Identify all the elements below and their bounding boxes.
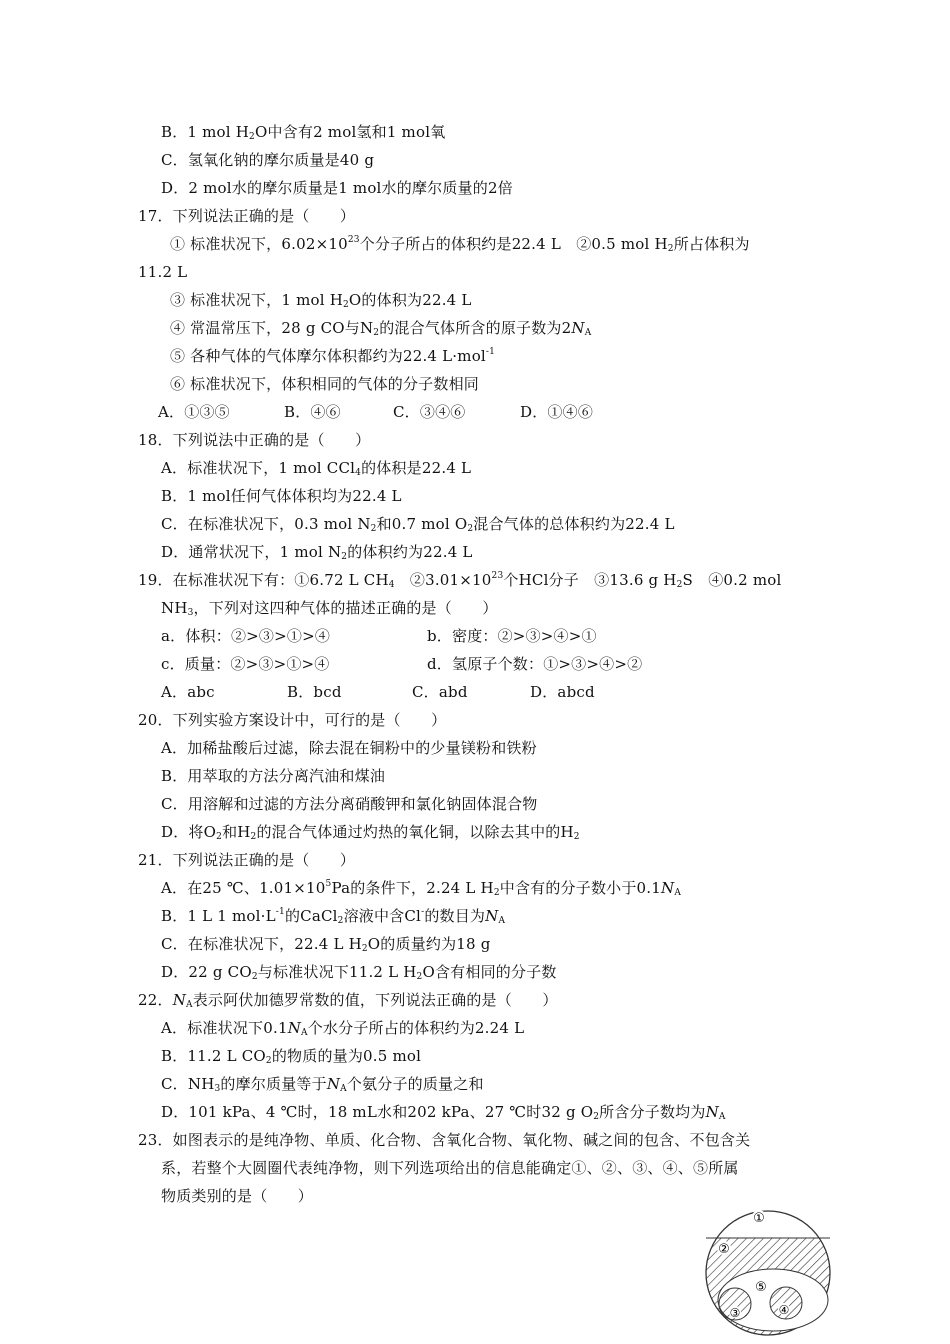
q20-option-b: B．用萃取的方法分离汽油和煤油 (161, 767, 386, 785)
q20-option-c: C．用溶解和过滤的方法分离硝酸钾和氯化钠固体混合物 (161, 795, 538, 813)
label-1: ① (753, 1211, 765, 1226)
q18-option-b: B．1 mol任何气体体积均为22.4 L (161, 487, 402, 505)
q18-option-c: C．在标准状况下，0.3 mol $N_2$和0.7 mol $O_2$混合气体的总体积约为22.4 L (161, 515, 675, 534)
q20-option-d: D．将$O_2$和$H_2$的混合气体通过灼热的氧化铜，以除去其中的$H_2$ (161, 823, 580, 842)
q18-option-a: A．标准状况下，1 mol CCl$_4$的体积是22.4 L (161, 459, 472, 478)
label-2: ② (718, 1242, 730, 1257)
q17-statement-6: ⑥ 标准状况下，体积相同的气体的分子数相同 (170, 375, 479, 393)
substance-classification-diagram (703, 1205, 833, 1344)
q17-statement-5: ⑤ 各种气体的气体摩尔体积都约为22.4 L·mol$^{-1}$ (170, 347, 496, 365)
q17-option-b: B．④⑥ (284, 403, 341, 421)
q22-stem: 22．$N_A$表示阿伏加德罗常数的值，下列说法正确的是（ ） (138, 991, 558, 1010)
q23-stem-line3: 物质类别的是（ ） (161, 1187, 314, 1205)
q17-statement-4: ④ 常温常压下，28 g CO与$N_2$的混合气体所含的原子数为$2N_A$ (170, 319, 592, 338)
q16-option-c: C．氢氧化钠的摩尔质量是40 g (161, 151, 375, 169)
q17-stem: 17．下列说法正确的是（ ） (138, 207, 356, 225)
label-3: ③ (729, 1306, 741, 1320)
q19-option-a: A．abc (161, 683, 215, 701)
q17-statement-1-2: ① 标准状况下，$6.02\times 10^{23}$个分子所占的体积约是22.4 L ②0.5 mol $H_2$所占体积为 (170, 235, 750, 254)
q17-option-d: D．①④⑥ (520, 403, 594, 421)
q17-statement-2-cont: 11.2 L (138, 263, 188, 281)
label-5: ⑤ (755, 1280, 767, 1295)
q17-statement-3: ③ 标准状况下，1 mol $H_2O$的体积为22.4 L (170, 291, 472, 310)
q19-stem-line2: $NH_3$，下列对这四种气体的描述正确的是（ ） (161, 599, 498, 618)
q16-option-d: D．2 mol水的摩尔质量是1 mol水的摩尔质量的2倍 (161, 179, 513, 197)
q19-item-b: b．密度：②>③>④>① (427, 627, 597, 645)
q19-option-b: B．bcd (287, 683, 342, 701)
q17-option-a: A．①③⑤ (158, 403, 230, 421)
element-region (703, 1205, 833, 1238)
q23-stem-line2: 系，若整个大圆圈代表纯净物，则下列选项给出的信息能确定①、②、③、④、⑤所属 (161, 1159, 739, 1177)
q18-stem: 18．下列说法中正确的是（ ） (138, 431, 371, 449)
q19-item-c: c．质量：②>③>①>④ (161, 655, 330, 673)
q16-option-b: B．1 mol $H_2O$中含有2 mol氢和1 mol氧 (161, 123, 446, 142)
q22-option-c: C．$NH_3$的摩尔质量等于$N_A$个氨分子的质量之和 (161, 1075, 484, 1094)
q21-stem: 21．下列说法正确的是（ ） (138, 851, 356, 869)
q22-option-a: A．标准状况下$0.1N_A$个水分子所占的体积约为2.24 L (161, 1019, 525, 1038)
q19-item-a: a．体积：②>③>①>④ (161, 627, 331, 645)
q20-stem: 20．下列实验方案设计中，可行的是（ ） (138, 711, 447, 729)
q19-item-d: d．氢原子个数：①>③>④>② (427, 655, 643, 673)
q18-option-d: D．通常状况下，1 mol $N_2$的体积约为22.4 L (161, 543, 473, 562)
q22-option-d: D．101 kPa、4 ℃时，18 mL水和202 kPa、27 ℃时32 g $O_2$所含分子数均为$N_A$ (161, 1103, 726, 1122)
q21-option-a: A．在25 ℃、$1.01\times 10^5Pa$的条件下，2.24 L $H_2$中含有的分子数小于$0.1N_A$ (161, 879, 682, 898)
q19-option-c: C．abd (412, 683, 468, 701)
q20-option-a: A．加稀盐酸后过滤，除去混在铜粉中的少量镁粉和铁粉 (161, 739, 537, 757)
label-4: ④ (778, 1303, 790, 1317)
q21-option-d: D．22 g $CO_2$与标准状况下11.2 L $H_2O$含有相同的分子数 (161, 963, 557, 982)
q19-option-d: D．abcd (530, 683, 595, 701)
q19-stem-line1: 19．在标准状况下有：①6.72 L $CH_4$ $②3.01\times 10^{23}$个HCl分子 ③13.6 g $H_2S$ ④0.2 mol (138, 571, 782, 590)
q21-option-b: B．1 L 1 $mol\cdot L^{-1}$的CaCl$_2$溶液中含Cl-的数目为$N_A$ (161, 907, 506, 926)
q21-option-c: C．在标准状况下，22.4 L $H_2O$的质量约为18 g (161, 935, 491, 954)
q17-option-c: C．③④⑥ (393, 403, 466, 421)
q23-stem-line1: 23．如图表示的是纯净物、单质、化合物、含氧化合物、氧化物、碱之间的包含、不包含关 (138, 1131, 751, 1149)
q22-option-b: B．11.2 L $CO_2$的物质的量为0.5 mol (161, 1047, 422, 1066)
